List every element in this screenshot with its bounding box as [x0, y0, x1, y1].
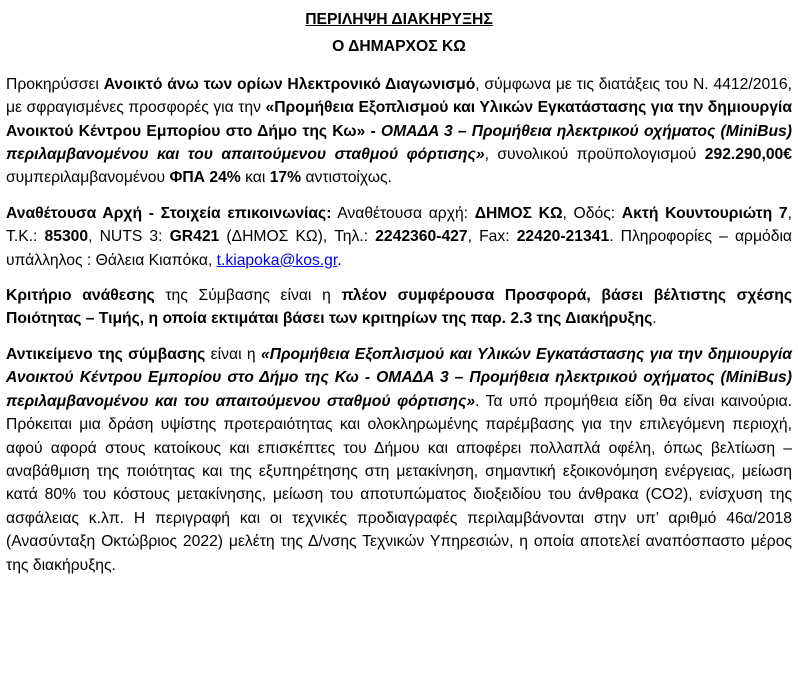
bold-italic-text: «Προμήθεια Εξοπλισμού και Υλικών Εγκατάστασης για την δημιουργία Ανοικτού Κέντρου Εμπορίου στο Δήμο της Κω - ΟΜΑΔΑ 3 – Προμήθεια ηλεκτρικού οχήματος (MiniBus) περιλαμβανομένου και του απαιτούμενου σταθμού φόρτισης»: [6, 345, 792, 410]
text: συμπεριλαμβανομένου: [6, 169, 170, 187]
nuts-code: GR421: [169, 228, 220, 246]
text: , συνολικού προϋπολογισμού: [484, 146, 705, 164]
bold-text: «Προμήθεια Εξοπλισμού και Υλικών Εγκατάστασης για την δημιουργία Ανοικτού Κέντρου Εμπορίου στο Δήμο της Κω»: [6, 99, 792, 140]
text: , NUTS 3:: [88, 228, 170, 246]
street-address: Ακτή Κουντουριώτη 7: [621, 204, 788, 222]
paragraph-announcement: [6, 73, 792, 190]
text: Προκηρύσσει: [6, 75, 104, 93]
paragraph-award-criterion: [6, 284, 792, 331]
text: .: [337, 251, 342, 269]
phone-number: 2242360-427: [375, 228, 468, 246]
email-link[interactable]: t.kiapoka@kos.gr: [216, 251, 338, 269]
text: .: [652, 310, 657, 328]
text: είναι η: [205, 345, 261, 363]
text: , σύμφωνα με τις διατάξεις του Ν. 4412/2016, με σφραγισμένες προσφορές για την: [6, 75, 792, 117]
authority-name: ΔΗΜΟΣ ΚΩ: [474, 204, 563, 222]
paragraph-contract-subject: [6, 343, 792, 577]
text: της Σύμβασης είναι η: [154, 287, 342, 305]
document-title: ΠΕΡΙΛΗΨΗ ΔΙΑΚΗΡΥΞΗΣ: [305, 11, 493, 28]
text: , Οδός:: [562, 204, 622, 222]
section-label: Αναθέτουσα Αρχή - Στοιχεία επικοινωνίας:: [6, 204, 332, 222]
bold-italic-text: - ΟΜΑΔΑ 3 – Προμήθεια ηλεκτρικού οχήματος (MiniBus) περιλαμβανομένου και του απαιτούμενου σταθμού φόρτισης»: [6, 122, 793, 164]
bold-text: Ανοικτό άνω των ορίων Ηλεκτρονικό Διαγωνισμό: [103, 75, 476, 93]
text: , Τ.Κ.:: [6, 204, 792, 246]
vat-rate-alt: 17%: [269, 169, 302, 187]
budget-amount: 292.290,00€: [704, 146, 792, 164]
text: . Τα υπό προμήθεια είδη θα είναι καινούρια. Πρόκειται μια δράση υψίστης προτεραιότητας και ολοκληρωμένης παρέμβασης για την επιλεγόμενη περιοχή, αφού αφορά στους κατοίκους και επισκέπτες του Δήμου και αποφέρει πολλαπλά οφέλη, όπως βελτίωση – αναβάθμιση της ποιότητας και της εξυπηρέτησης στη μετακίνηση, σημαντική εξοικονόμηση ενέργειας, μείωση κατά 80% του κόστους μετακίνησης, μείωση του αποτυπώματος διοξειδίου του άνθρακα (CO2), ενίσχυση της ασφάλειας κ.λπ. Η περιγραφή και οι τεχνικές προδιαγραφές περιλαμβάνονται στην υπ’ αριθμό 46α/2018 (Ανασύνταξη Οκτώβριος 2022) μελέτη της Δ/νσης Τεχνικών Υπηρεσιών, η οποία αποτελεί αναπόσπαστο μέρος της διακήρυξης.: [6, 392, 792, 574]
postal-code: 85300: [44, 228, 89, 246]
text: . Πληροφορίες – αρμόδια υπάλληλος : Θάλεια Κιαπόκα,: [6, 228, 792, 269]
text: Αναθέτουσα αρχή:: [331, 204, 475, 222]
text: (ΔΗΜΟΣ ΚΩ), Τηλ.:: [219, 228, 376, 246]
section-label: Κριτήριο ανάθεσης: [6, 287, 155, 305]
fax-number: 22420-21341: [516, 228, 610, 246]
text: και: [240, 169, 270, 187]
section-label: Αντικείμενο της σύμβασης: [6, 345, 206, 363]
text: , Fax:: [467, 228, 517, 246]
text: αντιστοίχως.: [301, 169, 392, 187]
paragraph-contact: [6, 202, 792, 272]
vat-rate: ΦΠΑ 24%: [169, 169, 241, 187]
document-subtitle: Ο ΔΗΜΑΡΧΟΣ ΚΩ: [332, 38, 466, 56]
bold-text: πλέον συμφέρουσα Προσφορά, βάσει βέλτιστης σχέσης Ποιότητας – Τιμής, η οποία εκτιμάται βάσει των κριτηρίων της παρ. 2.3 της Διακήρυξης: [6, 287, 792, 328]
